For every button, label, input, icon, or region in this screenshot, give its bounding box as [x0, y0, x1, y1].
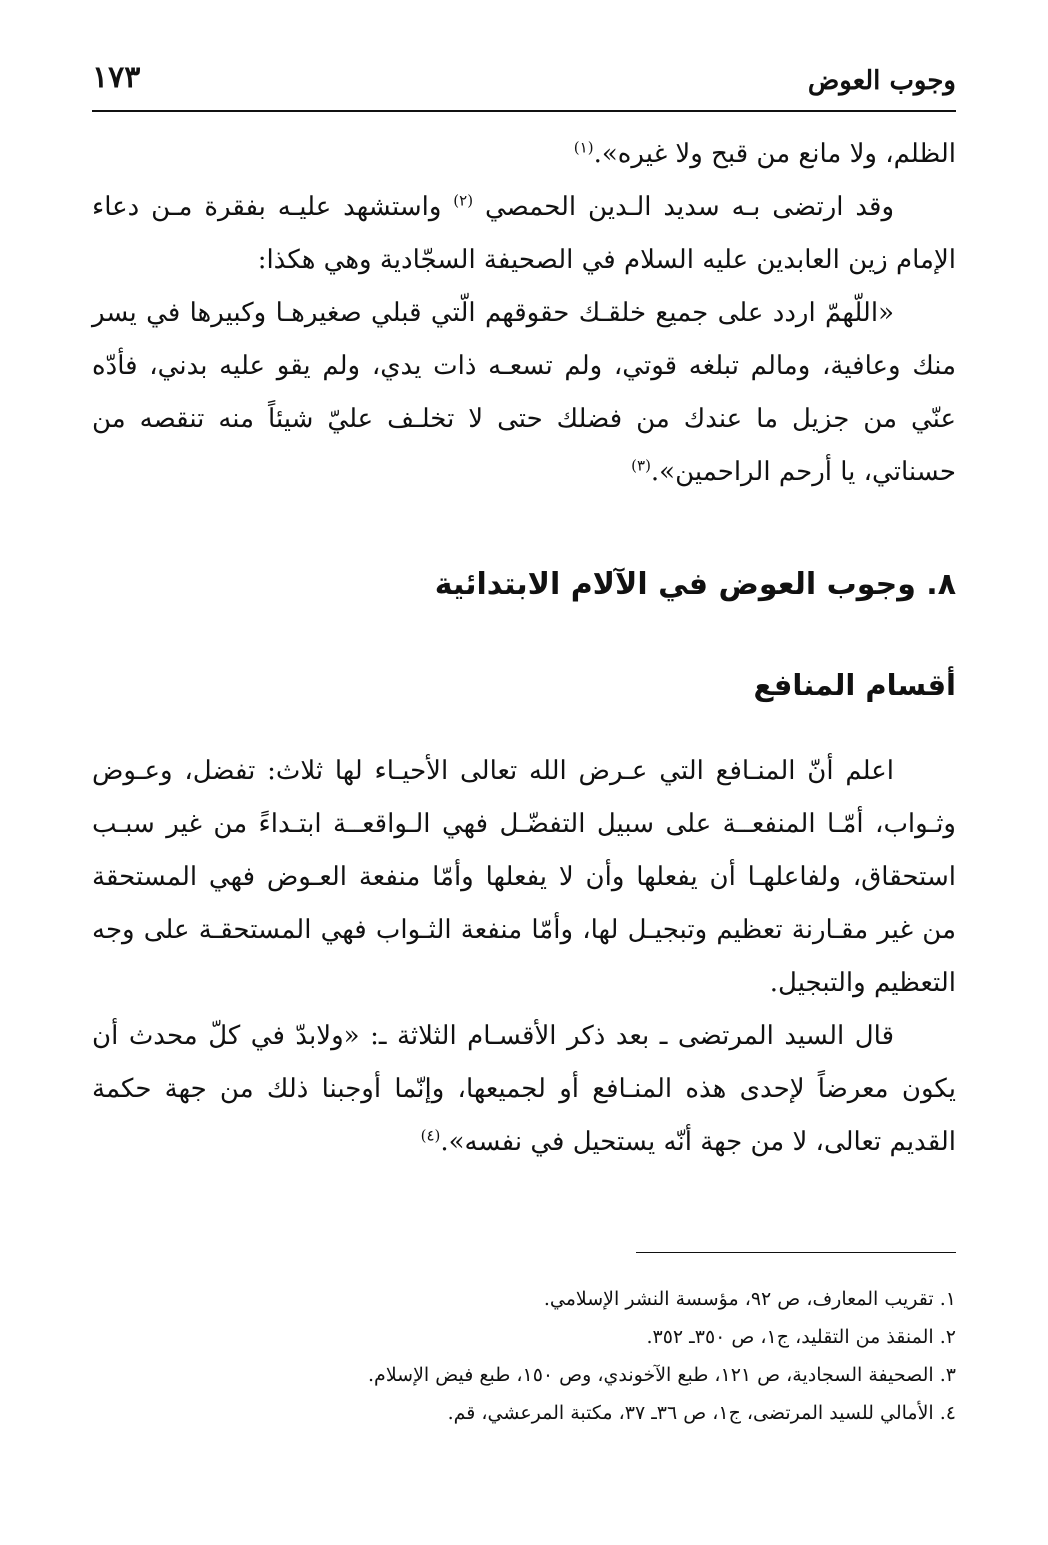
subsection-title: أقسام المنافع: [753, 668, 956, 702]
paragraph-3-text: «اللّهمّ اردد على جميع خلقـك حقوقهم الّتي قبلي صغيرهـا وكبيرها في يسر منك وعافية، ومالم تبلغه قوتي، ولم تسعـه ذات يدي، ولم يقو عليه بدني، فأدّه عنّي من جزيل ما عندك من فضلك حتى لا تخلـف عليّ شيئاً منه تنقصه من حسناتي، يا أرحم الراحمين».: [92, 298, 956, 487]
paragraph-2: [92, 181, 956, 287]
main-text: [92, 128, 956, 1169]
paragraph-3-quote: [92, 287, 956, 499]
footnote-item: ٣. الصحيفة السجادية، ص ١٢١، طبع الآخوندي، وص ١٥٠، طبع فيض الإسلام.: [368, 1364, 956, 1386]
paragraph-2-text-b: واستشهد عليـه بفقرة مـن دعاء الإمام زين العابدين عليه السلام في الصحيفة السجّادية وهي هكذا:: [92, 192, 956, 275]
footnote-ref-4: (٤): [420, 1126, 441, 1145]
paragraph-1-text: الظلم، ولا مانع من قبح ولا غيره».: [593, 139, 956, 169]
footnote-ref-2: (٢): [453, 191, 474, 210]
paragraph-2-text-a: وقد ارتضى بـه سديد الـدين الحمصي: [484, 192, 895, 222]
paragraph-4: اعلم أنّ المنـافع التي عـرض الله تعالى الأحيـاء لها ثلاث: تفضل، وعـوض وثـواب، أمّـا المنفعــة على سبيل التفضّـل فهي الـواقعــة ابتـداءً من غير سبـب استحقاق، ولفاعلهـا أن يفعلها وأن لا يفعلها وأمّا منفعة العـوض فهي المستحقة من غير مقـارنة تعظيم وتبجيـل لها، وأمّا منفعة الثـواب فهي المستحقـة على وجه التعظيم والتبجيل.: [92, 756, 956, 998]
paragraph-1: [92, 128, 956, 181]
footnote-item: ٢. المنقذ من التقليد، ج١، ص ٣٥٠ـ ٣٥٢.: [646, 1326, 956, 1348]
paragraph-5: [92, 1010, 956, 1169]
footnote-item: ٤. الأمالي للسيد المرتضى، ج١، ص ٣٦ـ ٣٧، مكتبة المرعشي، قم.: [447, 1402, 956, 1424]
footnote-ref-3: (٣): [631, 456, 651, 475]
footnote-divider: [636, 1252, 956, 1253]
footnotes: [92, 1280, 956, 1432]
footnote-item: ١. تقريب المعارف، ص ٩٢، مؤسسة النشر الإسلامي.: [543, 1288, 956, 1310]
paragraph-5-text: قال السيد المرتضى ـ بعد ذكر الأقسـام الثلاثة ـ: «ولابدّ في كلّ محدث أن يكون معرضاً لإحدى هذه المنـافع أو لجميعها، وإنّما أوجبنا ذلك من جهة حكمة القديم تعالى، لا من جهة أنّه يستحيل في نفسه».: [92, 1021, 956, 1157]
running-title: وجوب العوض: [807, 66, 956, 96]
footnote-ref-1: (١): [573, 138, 594, 157]
page-number: ١٧٣: [92, 60, 141, 95]
section-title: ٨. وجوب العوض في الآلام الابتدائية: [434, 567, 956, 602]
running-head: [92, 60, 956, 104]
header-divider: [92, 110, 956, 112]
